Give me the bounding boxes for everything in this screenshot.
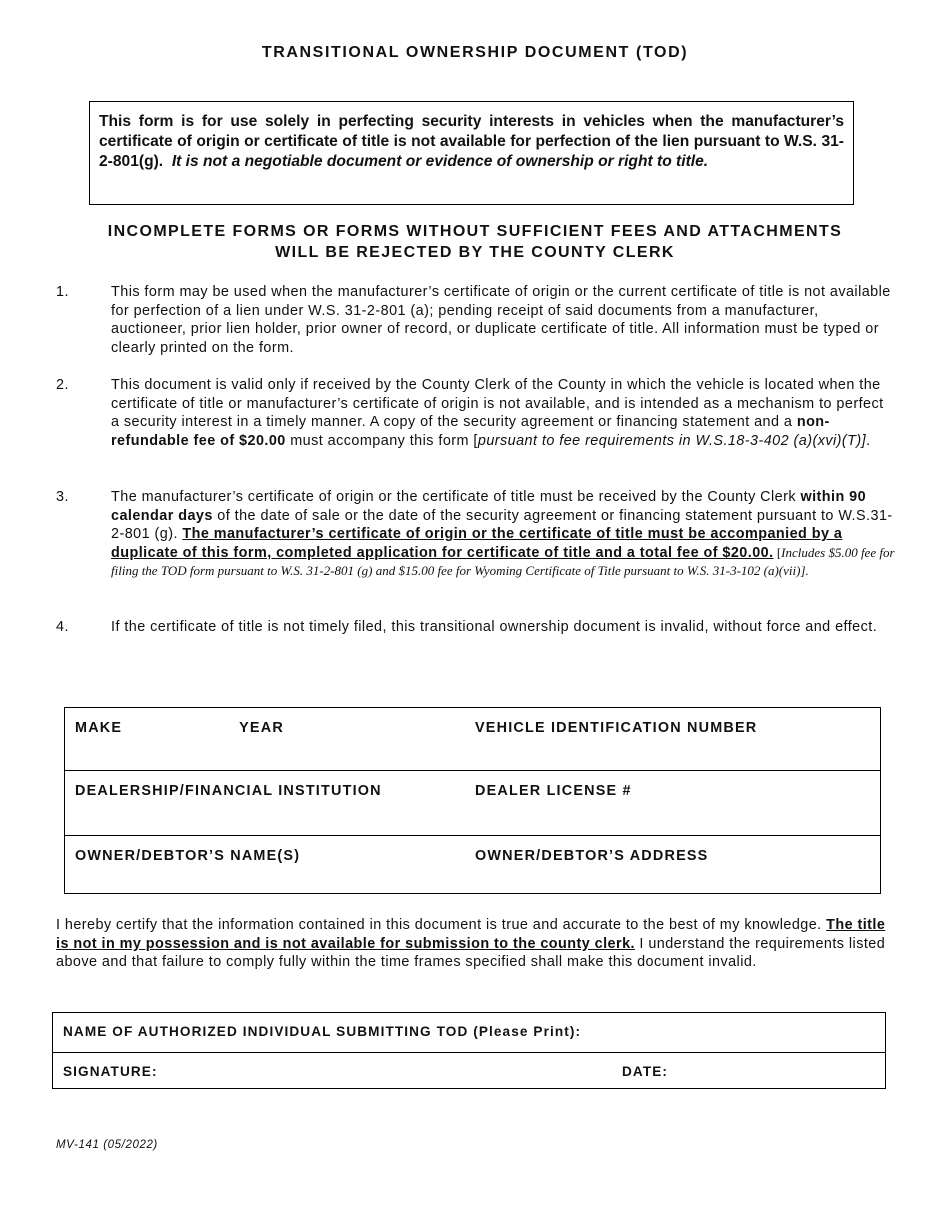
vin-cell[interactable] [465,708,881,771]
dealer-license-cell[interactable] [465,771,881,836]
item-text-part: must accompany this form [ [285,432,478,449]
certification-statement [56,916,891,972]
vehicle-row [65,708,881,771]
owner-row [65,836,881,894]
instruction-item-4 [56,618,896,637]
item-number: 4. [56,619,69,635]
notice-italic-text: It is not a negotiable document or evidence of ownership or right to title. [171,153,709,170]
warning-line-2: WILL BE REJECTED BY THE COUNTY CLERK [275,244,675,261]
owner-address-cell[interactable] [465,836,881,894]
item-text-part: The manufacturer’s certificate of origin or the certificate of title must be received by the County Clerk [111,489,801,505]
instruction-item-2 [56,376,896,450]
item-number: 2. [56,377,69,393]
owner-name-label: OWNER/DEBTOR’S NAME(S) [75,848,301,864]
vehicle-info-table [64,707,881,894]
item-text-part: of the date of sale or the date of the security agreement or financing statement pursuant to W.S.31-2-801 (g). [111,507,893,543]
vin-label: VEHICLE IDENTIFICATION NUMBER [475,720,758,736]
certification-underlined: The title is not in my possession and is not available for submission to the county clerk. [56,917,886,952]
requirement-underlined: The manufacturer’s certificate of origin or the certificate of title must be accompanied by a duplicate of this form, completed application for certificate of title and a total fee of $20.00. [111,526,843,561]
notice-text [99,112,844,172]
item-text [111,488,896,581]
date-label: DATE: [622,1064,669,1079]
owner-name-cell[interactable] [65,836,466,894]
authorized-name-field[interactable] [53,1013,885,1052]
item-number: 3. [56,489,69,505]
notice-main-text: This form is for use solely in perfecting security interests in vehicles when the manufacturer’s certificate of origin or certificate of title is not available for perfection of the lien pursuant to W.S. 31-2-801(g). [99,113,844,170]
year-label: YEAR [239,720,284,736]
item-text-part: [ [773,544,782,560]
form-number: MV-141 (05/2022) [56,1139,158,1151]
item-text-part: This document is valid only if received by the County Clerk of the County in which the vehicle is located when the certificate of title or manufacturer’s certificate of origin is not available, and is intended as a mechanism to perfect a security interest in a timely manner. A copy of the security agreement or financing statement and a [111,377,884,431]
signature-label: SIGNATURE: [63,1064,158,1079]
item-text [111,376,896,450]
dealership-cell[interactable] [65,771,466,836]
certification-text: I understand the requirements listed above and that failure to comply fully within the time frames specified shall make this document invalid. [56,935,886,971]
notice-box [89,101,854,205]
dealership-label: DEALERSHIP/FINANCIAL INSTITUTION [75,783,382,799]
make-label: MAKE [75,720,123,736]
item-number: 1. [56,284,69,300]
statute-reference: pursuant to fee requirements in W.S.18-3-402 (a)(xvi)(T)] [477,432,867,449]
signature-date-row [53,1052,885,1088]
dealer-license-label: DEALER LICENSE # [475,783,632,799]
owner-address-label: OWNER/DEBTOR’S ADDRESS [475,848,709,864]
item-text: This form may be used when the manufacturer’s certificate of origin or the current certificate of title is not available for perfection of a lien under W.S. 31-2-801 (a); pending receipt of said documents from a manufacturer, auctioneer, prior lien holder, prior owner of record, or duplicate certificate of title. All information must be typed or clearly printed on the form. [111,284,891,356]
certification-text: I hereby certify that the information contained in this document is true and accurate to the best of my knowledge. [56,917,827,933]
deadline: within 90 calendar days [111,489,867,524]
warning-line-1: INCOMPLETE FORMS OR FORMS WITHOUT SUFFICIENT FEES AND ATTACHMENTS [107,223,843,240]
item-text-part: . [866,432,871,449]
rejection-warning [60,221,890,263]
instruction-item-1 [56,283,896,357]
instruction-item-3 [56,488,896,581]
fee-note: Includes $5.00 fee for filing the TOD form pursuant to W.S. 31-2-801 (g) and $15.00 fee for Wyoming Certificate of Title pursuant to W.S. 31-3-102 (a)(vii)]. [111,544,895,579]
fee-amount: non-refundable fee of $20.00 [111,414,830,449]
signature-box [52,1012,886,1089]
document-title: TRANSITIONAL OWNERSHIP DOCUMENT (TOD) [261,44,689,61]
make-year-cell[interactable] [65,708,466,771]
dealer-row [65,771,881,836]
authorized-name-label: NAME OF AUTHORIZED INDIVIDUAL SUBMITTING TOD (Please Print): [63,1024,582,1039]
item-text: If the certificate of title is not timely filed, this transitional ownership document is invalid, without force and effect. [111,619,878,635]
